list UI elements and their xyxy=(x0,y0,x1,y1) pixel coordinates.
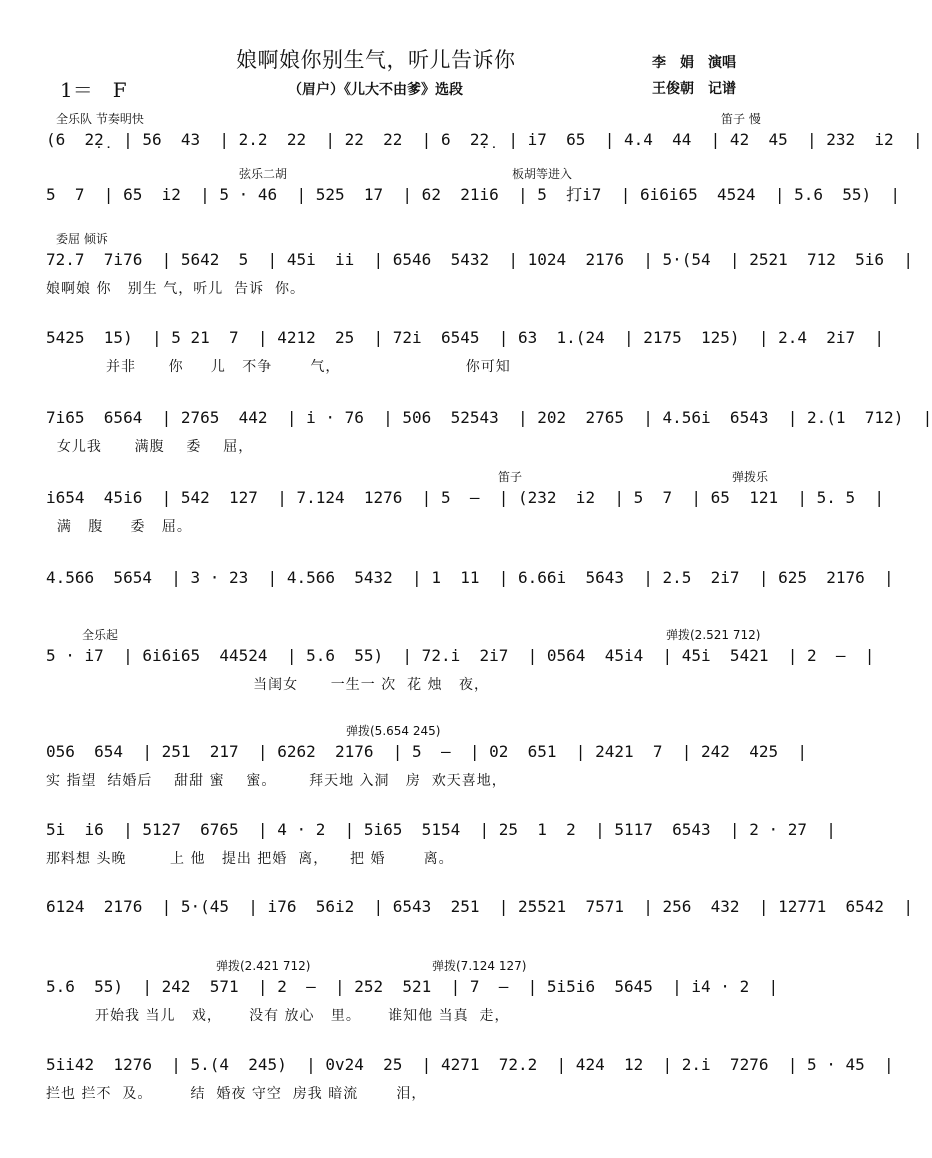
performance-annotation: 全乐起 xyxy=(82,628,119,642)
notation-row: 5.6 55) | 242 571 | 2 — | 252 521 | 7 — | 5i5i6 5645 | i4 · 2 | xyxy=(46,977,779,996)
performance-annotation: 全乐队 节奏明快 xyxy=(56,112,144,126)
performer-credit: 李 娟 演唱 xyxy=(652,55,736,71)
score-line xyxy=(46,232,913,308)
notation-row: 5ii42 1276 | 5.(4 245) | 0v24 25 | 4271 72.2 | 424 12 | 2.i 7276 | 5 · 45 | xyxy=(46,1055,894,1074)
performance-annotation: 弹拨(7.124 127) xyxy=(432,959,527,973)
score-line xyxy=(46,470,885,546)
notation-row: 6124 2176 | 5·(45 | i76 56i2 | 6543 251 | 25521 7571 | 256 432 | 12771 6542 | xyxy=(46,897,913,916)
performance-annotation: 笛子 慢 xyxy=(721,112,761,126)
key-signature: 1＝ F xyxy=(60,78,127,102)
score-line xyxy=(46,167,901,243)
score-line xyxy=(46,628,875,704)
notation-row: 5 · i7 | 6i6i65 44524 | 5.6 55) | 72.i 2i7 | 0564 45i4 | 45i 5421 | 2 — | xyxy=(46,646,875,665)
lyrics-row: 满 腹 委 屈。 xyxy=(46,519,192,535)
performance-annotation: 弹拨(5.654 245) xyxy=(346,724,441,738)
lyrics-row: 开始我 当儿 戏， 没有 放心 里。 谁知他 当真 走， xyxy=(46,1008,510,1024)
score-line xyxy=(46,328,885,386)
song-title: 娘啊娘你别生气，听儿告诉你 xyxy=(236,48,516,72)
performance-annotation: 弹拨乐 xyxy=(732,470,769,484)
notation-row: 056 654 | 251 217 | 6262 2176 | 5 — | 02 651 | 2421 7 | 242 425 | xyxy=(46,742,807,761)
notation-row: i654 45i6 | 542 127 | 7.124 1276 | 5 — | (232 i2 | 5 7 | 65 121 | 5. 5 | xyxy=(46,488,885,507)
score-line xyxy=(46,1055,894,1113)
transcriber-credit: 王俊朝 记谱 xyxy=(652,81,736,97)
notation-row: 72.7 7i76 | 5642 5 | 45i ii | 6546 5432 | 1024 2176 | 5·(54 | 2521 712 5i6 | xyxy=(46,250,913,269)
score-line xyxy=(46,897,913,955)
score-line xyxy=(46,408,932,466)
score-line xyxy=(46,724,807,800)
performance-annotation: 笛子 xyxy=(498,470,523,484)
notation-row: 5i i6 | 5127 6765 | 4 · 2 | 5i65 5154 | 25 1 2 | 5117 6543 | 2 · 27 | xyxy=(46,820,836,839)
lyrics-row: 娘啊娘 你 别生 气，听儿 告诉 你。 xyxy=(46,281,306,297)
performance-annotation: 弹拨(2.521 712) xyxy=(666,628,761,642)
performance-annotation: 弦乐二胡 xyxy=(239,167,288,181)
performance-annotation: 委屈 倾诉 xyxy=(56,232,108,246)
lyrics-row: 拦也 拦不 及。 结 婚夜 守空 房我 暗流 泪， xyxy=(46,1086,427,1102)
performance-annotation: 弹拨(2.421 712) xyxy=(216,959,311,973)
lyrics-row: 当闺女 一生一 次 花 烛 夜， xyxy=(46,677,489,693)
notation-row: (6 2̣2̣ | 56 43 | 2.2 22 | 22 22 | 6 2̣2̣ | i7 65 | 4.4 44 | 42 45 | 232 i2 | xyxy=(46,130,923,149)
score-line xyxy=(46,820,836,878)
score-line xyxy=(46,568,894,626)
lyrics-row: 实 指望 结婚后 甜甜 蜜 蜜。 拜天地 入洞 房 欢天喜地， xyxy=(46,773,507,789)
score-line xyxy=(46,959,794,1035)
lyrics-row: 那料想 头晚 上 他 提出 把婚 离， 把 婚 离。 xyxy=(46,851,454,867)
notation-row: 5425 15) | 5 21 7 | 4212 25 | 72i 6545 | 63 1.(24 | 2175 125) | 2.4 2i7 | xyxy=(46,328,885,347)
lyrics-row: 女儿我 满腹 委 屈， xyxy=(46,439,254,455)
notation-row: 4.566 5654 | 3 · 23 | 4.566 5432 | 1 11 | 6.66i 5643 | 2.5 2i7 | 625 2176 | xyxy=(46,568,894,587)
notation-row: 7i65 6564 | 2765 442 | i · 76 | 506 52543 | 202 2765 | 4.56i 6543 | 2.(1 712) | xyxy=(46,408,932,427)
lyrics-row: 并非 你 儿 不争 气， 你可知 xyxy=(46,359,511,375)
performance-annotation: 板胡等进入 xyxy=(512,167,573,181)
notation-row: 5 7 | 65 i2 | 5 · 46 | 525 17 | 62 21i6 | 5 打i7 | 6i6i65 4524 | 5.6 55) | xyxy=(46,185,901,204)
score-line xyxy=(46,112,923,188)
song-subtitle: （眉户）《儿大不由爹》选段 xyxy=(288,82,463,98)
